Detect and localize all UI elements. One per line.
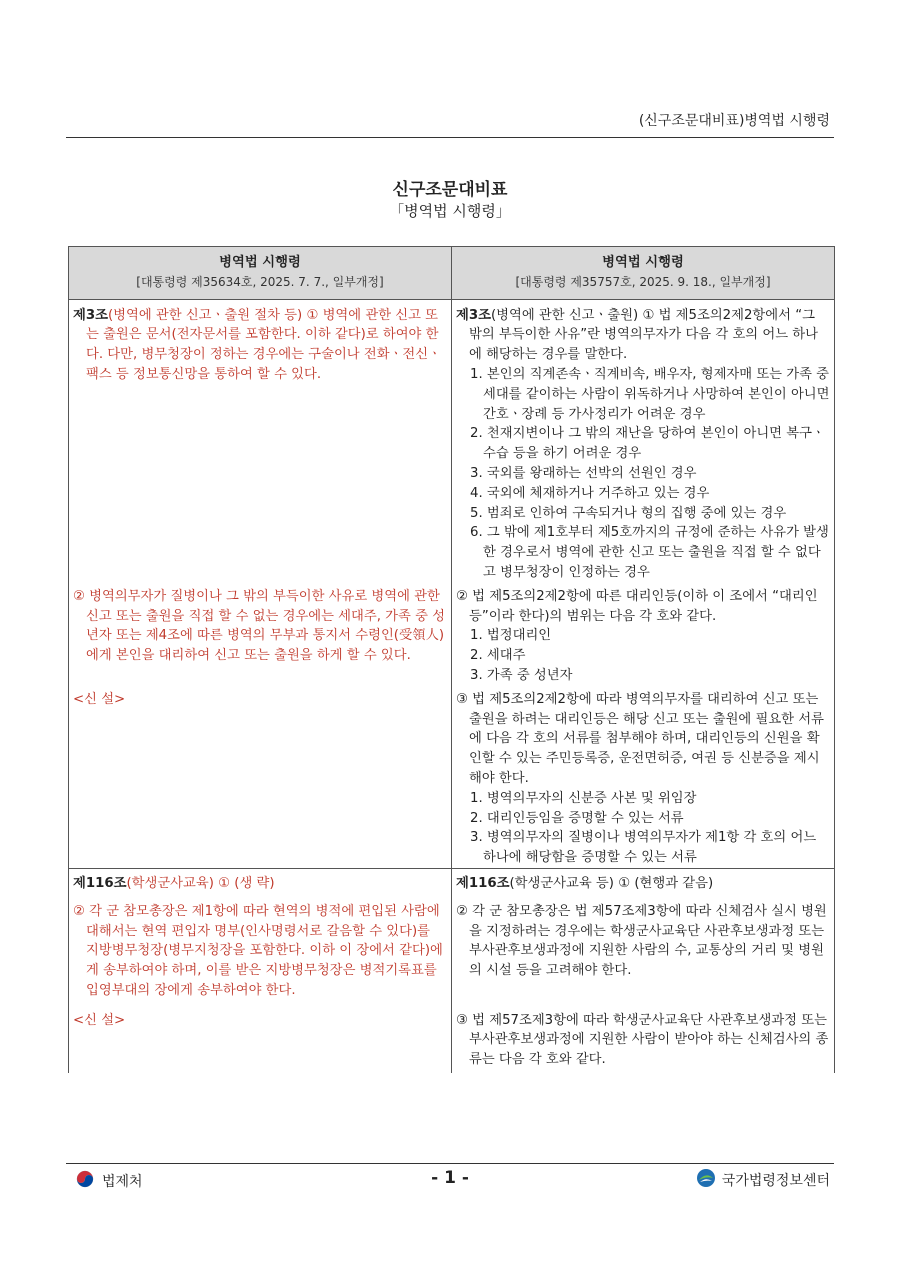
footer-right	[696, 1168, 830, 1192]
table-row	[69, 299, 835, 583]
list-item: 6. 그 밖에 제1호부터 제5호까지의 규정에 준하는 사유가 발생한 경우로서 병역에 관한 신고 또는 출원을 직접 할 수 없다고 병무청장이 인정하는 경우	[470, 525, 829, 580]
old-column-title: 병역법 시행령	[219, 255, 301, 270]
list-item: 3. 병역의무자의 질병이나 병역의무자가 제1항 각 호의 어느 하나에 해당함을 증명할 수 있는 서류	[470, 830, 817, 866]
new-text: ② 각 군 참모총장은 법 제57조제3항에 따라 신체검사 실시 병원을 지정하려는 경우에는 학생군사교육단 사관후보생과정 또는 부사관후보생과정에 지원한 사람의 수, 교통상의 거리 및 병원의 시설 등을 고려해야 한다.	[456, 903, 827, 979]
new-article-3-p3	[452, 686, 835, 869]
old-text: <신 설>	[73, 691, 126, 707]
new-text: ③ 법 제57조제3항에 따라 학생군사교육단 사관후보생과정 또는 부사관후보생과정에 지원한 사람이 받아야 하는 신체검사의 종류는 다음 각 호와 같다.	[456, 1012, 829, 1068]
list-item: 2. 세대주	[470, 648, 526, 664]
old-text: <신 설>	[73, 1012, 126, 1028]
new-text: ③ 법 제5조의2제2항에 따라 병역의무자를 대리하여 신고 또는 출원을 하려는 대리인등은 해당 신고 또는 출원에 필요한 서류에 다음 각 호의 서류를 첨부해야 하며, 대리인등의 신원을 확인할 수 있는 주민등록증, 운전면허증, 여권 등 신분증을 제시해야 한다.	[456, 691, 824, 786]
page-number: - 1 -	[431, 1168, 469, 1188]
list-item: 4. 국외에 체재하거나 거주하고 있는 경우	[470, 485, 710, 501]
article-number: 제116조	[73, 875, 127, 891]
new-article-3-p1	[452, 299, 835, 583]
table-row	[69, 898, 835, 1007]
list-item: 1. 법정대리인	[470, 628, 552, 644]
old-article-3-p3	[69, 686, 452, 869]
table-row	[69, 583, 835, 686]
new-column-title: 병역법 시행령	[602, 255, 684, 270]
table-row	[69, 868, 835, 897]
running-header: (신구조문대비표)병역법 시행령	[638, 113, 830, 129]
list-item: 3. 가족 중 성년자	[470, 667, 573, 683]
old-article-3-p1	[69, 299, 452, 583]
footer-divider	[66, 1163, 834, 1164]
article-number: 제3조	[73, 307, 108, 323]
footer-right-label: 국가법령정보센터	[721, 1173, 830, 1189]
article-number: 제116조	[456, 875, 510, 891]
old-text: (병역에 관한 신고ㆍ출원 절차 등) ① 병역에 관한 신고 또는 출원은 문서(전자문서를 포함한다. 이하 같다)로 하여야 한다. 다만, 병무청장이 정하는 경우에는 구술이나 전화ㆍ전신ㆍ팩스 등 정보통신망을 통하여 할 수 있다.	[86, 307, 441, 382]
new-article-3-p2	[452, 583, 835, 686]
old-column-version: [대통령령 제35634호, 2025. 7. 7., 일부개정]	[136, 274, 384, 289]
table-row	[69, 1007, 835, 1073]
old-article-116-p3	[69, 1007, 452, 1073]
new-text: (학생군사교육 등) ① (현행과 같음)	[509, 875, 714, 891]
list-item: 3. 국외를 왕래하는 선박의 선원인 경우	[470, 465, 697, 481]
old-article-116-p2	[69, 898, 452, 1007]
list-item: 2. 대리인등임을 증명할 수 있는 서류	[470, 810, 684, 826]
list-item: 1. 본인의 직계존속ㆍ직계비속, 배우자, 형제자매 또는 가족 중 세대를 같이하는 사람이 위독하거나 사망하여 본인이 아니면 간호ㆍ장례 등 가사정리가 어려운 경우	[470, 366, 830, 422]
new-article-116-p3	[452, 1007, 835, 1073]
comparison-table	[68, 246, 835, 1073]
new-column-version: [대통령령 제35757호, 2025. 9. 18., 일부개정]	[515, 274, 771, 289]
new-text: (병역에 관한 신고ㆍ출원) ① 법 제5조의2제2항에서 “그 밖의 부득이한 사유”란 병역의무자가 다음 각 호의 어느 하나에 해당하는 경우를 말한다.	[469, 307, 818, 363]
header-divider	[66, 137, 834, 138]
new-article-116-p2	[452, 898, 835, 1007]
document-subtitle: 「병역법 시행령」	[389, 202, 511, 220]
table-row	[69, 686, 835, 869]
old-column-header	[69, 247, 452, 300]
list-item: 2. 천재지변이나 그 밖의 재난을 당하여 본인이 아니면 복구ㆍ수습 등을 하기 어려운 경우	[470, 426, 825, 462]
old-text: (학생군사교육) ① (생 략)	[126, 875, 275, 891]
old-article-116-p1	[69, 868, 452, 897]
new-article-116-p1	[452, 868, 835, 897]
old-text: ② 병역의무자가 질병이나 그 밖의 부득이한 사유로 병역에 관한 신고 또는 출원을 직접 할 수 없는 경우에는 세대주, 가족 중 성년자 또는 제4조에 따른 병역의 무부과 통지서 수령인(受領人)에게 본인을 대리하여 신고 또는 출원을 하게 할 수 있다.	[73, 588, 445, 664]
new-text: ② 법 제5조의2제2항에 따른 대리인등(이하 이 조에서 “대리인등”이라 한다)의 범위는 다음 각 호와 같다.	[456, 588, 818, 624]
new-column-header	[452, 247, 835, 300]
list-item: 5. 범죄로 인하여 구속되거나 형의 집행 중에 있는 경우	[470, 505, 787, 521]
law-center-logo-icon	[696, 1168, 716, 1192]
list-item: 1. 병역의무자의 신분증 사본 및 위임장	[470, 790, 697, 806]
document-title: 신구조문대비표	[392, 180, 508, 200]
old-article-3-p2	[69, 583, 452, 686]
footer-left-label: 법제처	[102, 1174, 143, 1190]
article-number: 제3조	[456, 307, 491, 323]
old-text: ② 각 군 참모총장은 제1항에 따라 현역의 병적에 편입된 사람에 대해서는 현역 편입자 명부(인사명령서로 갈음할 수 있다)를 지방병무청장(병무지청장을 포함한다. 이하 이 장에서 같다)에게 송부하여야 하며, 이를 받은 지방병무청장은 병적기록표를 입영부대의 장에게 송부하여야 한다.	[73, 903, 443, 998]
